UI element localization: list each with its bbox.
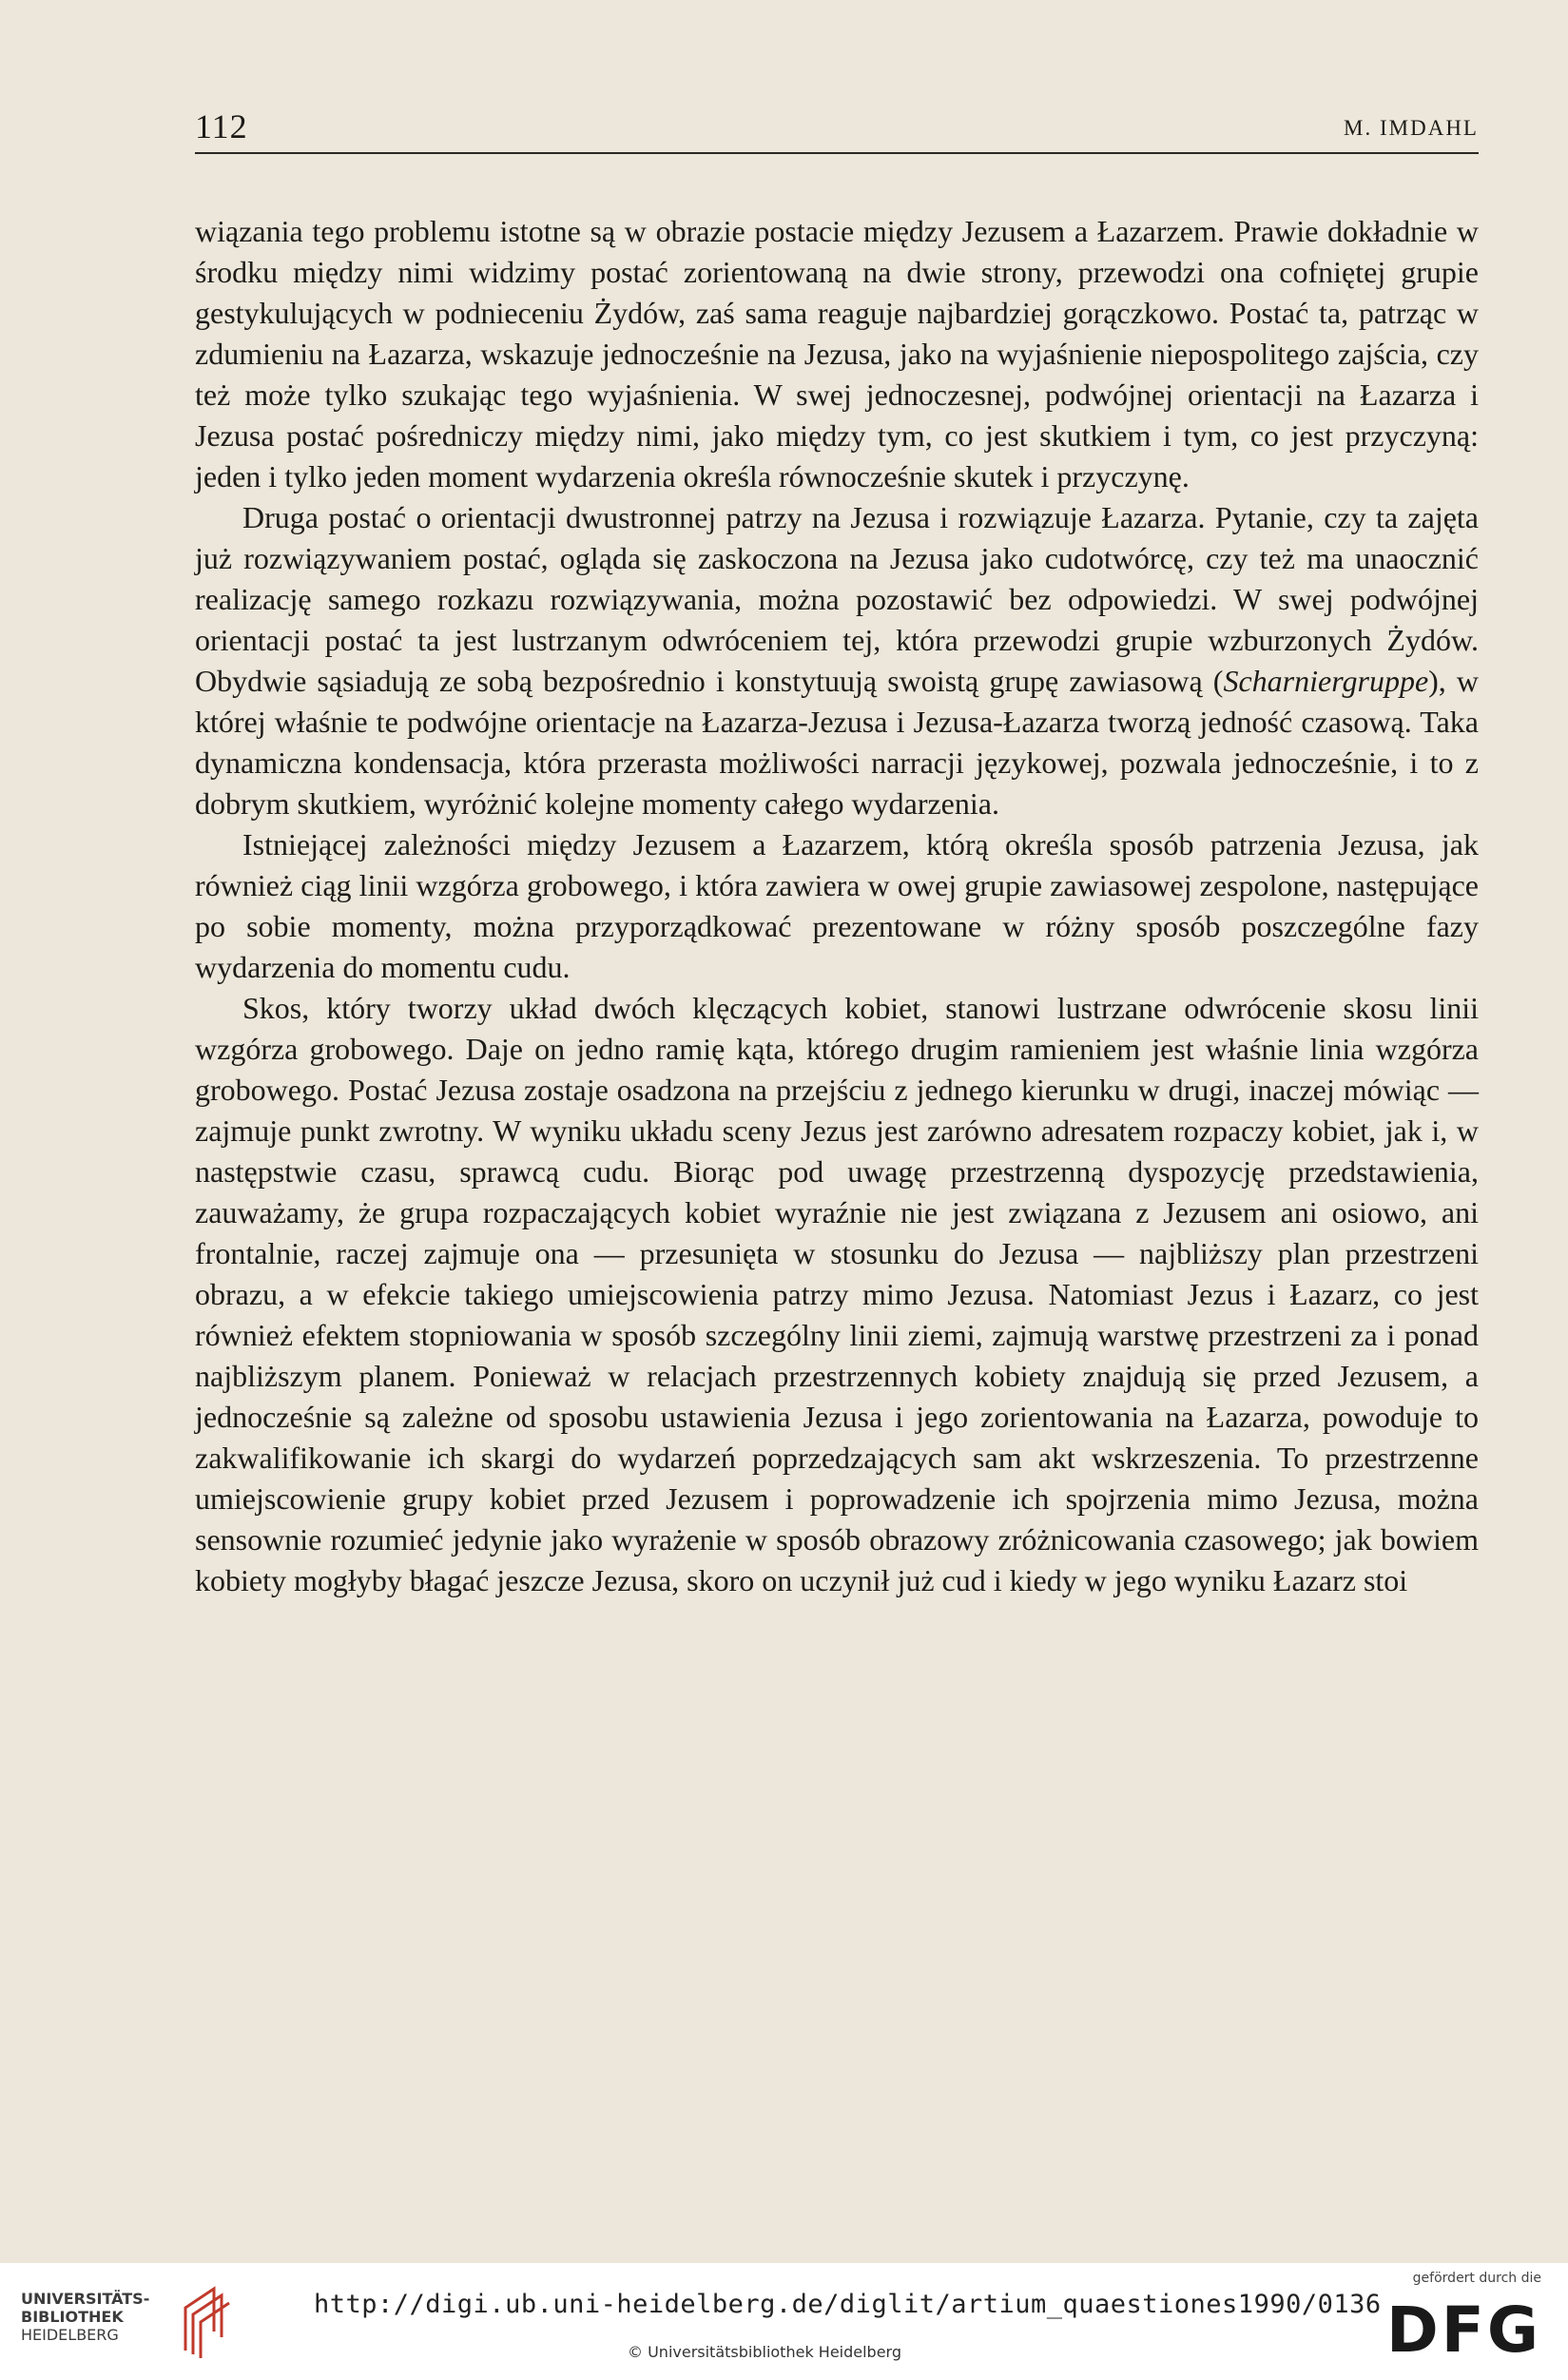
library-name-line-2: BIBLIOTHEK xyxy=(21,2308,124,2326)
library-name xyxy=(21,2290,149,2344)
paragraph-3: Istniejącej zależności między Jezusem a Łazarzem, którą określa sposób patrzenia Jezusa, jak również ciąg linii wzgórza grobowego, i która zawiera w owej grupie zawiasowej zespolone, następujące po sobie momenty, można przyporządkować prezentowane w różny sposób poszczególne fazy wydarzenia do momentu cudu. xyxy=(195,827,1479,984)
digitization-footer xyxy=(0,2263,1568,2380)
library-name-line-1: UNIVERSITÄTS- xyxy=(21,2290,150,2308)
paragraph-1: wiązania tego problemu istotne są w obrazie postacie między Jezusem a Łazarzem. Prawie dokładnie w środku między nimi widzimy postać zorientowaną na dwie strony, przewodzi ona cofniętej grupie gestykulujących w podnieceniu Żydów, zaś sama reaguje najbardziej gorączkowo. Postać ta, patrząc w zdumieniu na Łazarza, wskazuje jednocześnie na Jezusa, jako na wyjaśnienie niepospolitego zajścia, czy też może tylko szukając tego wyjaśnienia. W swej jednoczesnej, podwójnej orientacji na Łazarza i Jezusa postać pośredniczy między nimi, jako między tym, co jest skutkiem i tym, co jest przyczyną: jeden i tylko jeden moment wydarzenia określa równocześnie skutek i przyczynę. xyxy=(195,214,1479,493)
page-header xyxy=(195,106,1479,154)
paragraph-2-italic-term: Scharniergruppe xyxy=(1223,664,1429,698)
dfg-logo[interactable] xyxy=(1380,2271,1541,2375)
body-text xyxy=(195,211,1479,1601)
paragraph-4: Skos, który tworzy układ dwóch klęczących kobiet, stanowi lustrzane odwrócenie skosu linii wzgórza grobowego. Daje on jedno ramię kąta, którego drugim ramieniem jest właśnie linia wzgórza grobowego. Postać Jezusa zostaje osadzona na przejściu z jednego kierunku w drugi, inaczej mówiąc — zajmuje punkt zwrotny. W wyniku układu sceny Jezus jest zarówno adresatem rozpaczy kobiet, jak i, w następstwie czasu, sprawcą cudu. Biorąc pod uwagę przestrzenną dyspozycję przedstawienia, zauważamy, że grupa rozpaczających kobiet wyraźnie nie jest związana z Jezusem ani osiowo, ani frontalnie, raczej zajmuje ona — przesunięta w stosunku do Jezusa — najbliższy plan przestrzeni obrazu, a w efekcie takiego umiejscowienia patrzy mimo Jezusa. Natomiast Jezus i Łazarz, co jest również efektem stopniowania w sposób szczególny linii ziemi, zajmują warstwę przestrzeni za i ponad najbliższym planem. Ponieważ w relacjach przestrzennych kobiety znajdują się przed Jezusem, a jednocześnie są zależne od sposobu ustawienia Jezusa i jego zorientowania na Łazarza, powoduje to zakwalifikowanie ich skargi do wydarzeń poprzedzających sam akt wskrzeszenia. To przestrzenne umiejscowienie grupy kobiet przed Jezusem i poprowadzenie ich spojrzenia mimo Jezusa, można sensownie rozumieć jedynie jako wyrażenie w sposób obrazowy zróżnicowania czasowego; jak bowiem kobiety mogłyby błagać jeszcze Jezusa, skoro on uczynił już cud i kiedy w jego wyniku Łazarz stoi xyxy=(195,991,1479,1597)
library-logo[interactable] xyxy=(21,2284,240,2370)
copyright-notice: © Universitätsbibliothek Heidelberg xyxy=(628,2343,902,2361)
dfg-wordmark: DFG xyxy=(1385,2293,1541,2367)
running-head: M. IMDAHL xyxy=(1344,116,1479,140)
paragraph-2-text-b: ), w której właśnie te podwójne orientacje na Łazarza-Jezusa i Jezusa-Łazarza tworzą jedność czasową. Taka dynamiczna kondensacja, która przerasta możliwości narracji językowej, pozwala jednocześnie, i to z dobrym skutkiem, wyróżnić kolejne momenty całego wydarzenia. xyxy=(195,664,1480,821)
funding-caption: gefördert durch die xyxy=(1412,2271,1541,2286)
library-name-line-3: HEIDELBERG xyxy=(21,2326,119,2344)
page-number: 112 xyxy=(195,107,248,145)
paragraph-2-text-a: Druga postać o orientacji dwustronnej patrzy na Jezusa i rozwiązuje Łazarza. Pytanie, czy ta zajęta już rozwiązywaniem postać, ogląda się zaskoczona na Jezusa jako cudotwórcę, czy też ma unaocznić realizację samego rozkazu rozwiązywania, można pozostawić bez odpowiedzi. W swej podwójnej orientacji postać ta jest lustrzanym odwróceniem tej, która przewodzi grupie wzburzonych Żydów. Obydwie sąsiadują ze sobą bezpośrednio i konstytuują swoistą grupę zawiasową ( xyxy=(195,500,1479,698)
paragraph-2 xyxy=(195,497,1479,824)
source-url-link[interactable]: http://digi.ub.uni-heidelberg.de/diglit/artium_quaestiones1990/0136 xyxy=(314,2290,1382,2319)
library-emblem-icon xyxy=(176,2284,242,2360)
